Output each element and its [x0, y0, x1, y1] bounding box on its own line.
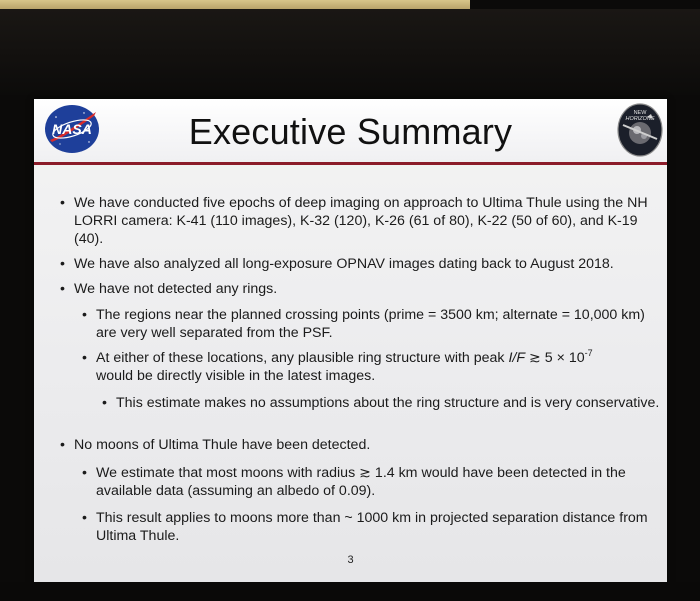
bullet-dot-icon: •	[60, 195, 65, 211]
bullet-dot-icon: •	[102, 395, 107, 411]
bullet-dot-icon: •	[60, 437, 65, 453]
page-number: 3	[347, 554, 354, 566]
slide-title: Executive Summary	[188, 111, 513, 152]
bullet-text: This estimate makes no assumptions about the ring structure and is very conservative.	[116, 395, 660, 411]
bullet-text: This result applies to moons more than ~ 1000 km in projected separation distance from Ultima Thule.	[96, 510, 648, 544]
background-wall	[0, 9, 700, 95]
italic-symbol-if: I/F	[508, 350, 526, 366]
sub-sub-bullet-item	[102, 394, 662, 412]
bullet-text: The regions near the planned crossing points (prime = 3500 km; alternate = 10,000 km) are very well separated from the PSF.	[96, 307, 645, 341]
sub-bullet-item	[82, 306, 662, 342]
bullet-dot-icon: •	[82, 307, 87, 323]
svg-text:NASA: NASA	[52, 121, 92, 137]
bullet-item	[60, 436, 660, 454]
svg-text:NEW: NEW	[633, 110, 647, 116]
bullet-text-part: ≳ 5 × 10	[525, 350, 585, 366]
background-light-strip	[0, 0, 470, 9]
bullet-dot-icon: •	[60, 256, 65, 272]
svg-text:HORIZONS: HORIZONS	[625, 116, 655, 122]
sub-bullet-item	[82, 349, 662, 385]
bullet-text: We estimate that most moons with radius ≳ 1.4 km would have been detected in the available data (assuming an albedo of 0.09).	[96, 465, 626, 499]
bullet-dot-icon: •	[60, 281, 65, 297]
sub-bullet-item	[82, 464, 662, 500]
bullet-text	[96, 349, 662, 385]
presentation-slide	[34, 99, 667, 582]
bullet-item	[60, 255, 660, 273]
bullet-text: We have not detected any rings.	[74, 281, 278, 297]
bullet-text-part: would be directly visible in the latest images.	[96, 368, 376, 384]
bullet-text: We have also analyzed all long-exposure OPNAV images dating back to August 2018.	[74, 256, 614, 272]
slide-body	[34, 99, 667, 582]
bullet-item	[60, 194, 660, 248]
bullet-text: No moons of Ultima Thule have been detected.	[74, 437, 371, 453]
bullet-text: We have conducted five epochs of deep imaging on approach to Ultima Thule using the NH LORRI camera: K-41 (110 images), K-32 (120), K-26 (61 of 80), K-22 (50 of 60), and K-19 (40).	[74, 195, 648, 247]
bullet-text-part: At either of these locations, any plausible ring structure with peak	[96, 350, 509, 366]
sub-bullet-item	[82, 509, 662, 545]
exponent: -7	[584, 348, 593, 358]
bullet-item	[60, 280, 660, 298]
bullet-dot-icon: •	[82, 465, 87, 481]
bullet-dot-icon: •	[82, 350, 87, 366]
background-floor	[0, 582, 700, 601]
bullet-dot-icon: •	[82, 510, 87, 526]
